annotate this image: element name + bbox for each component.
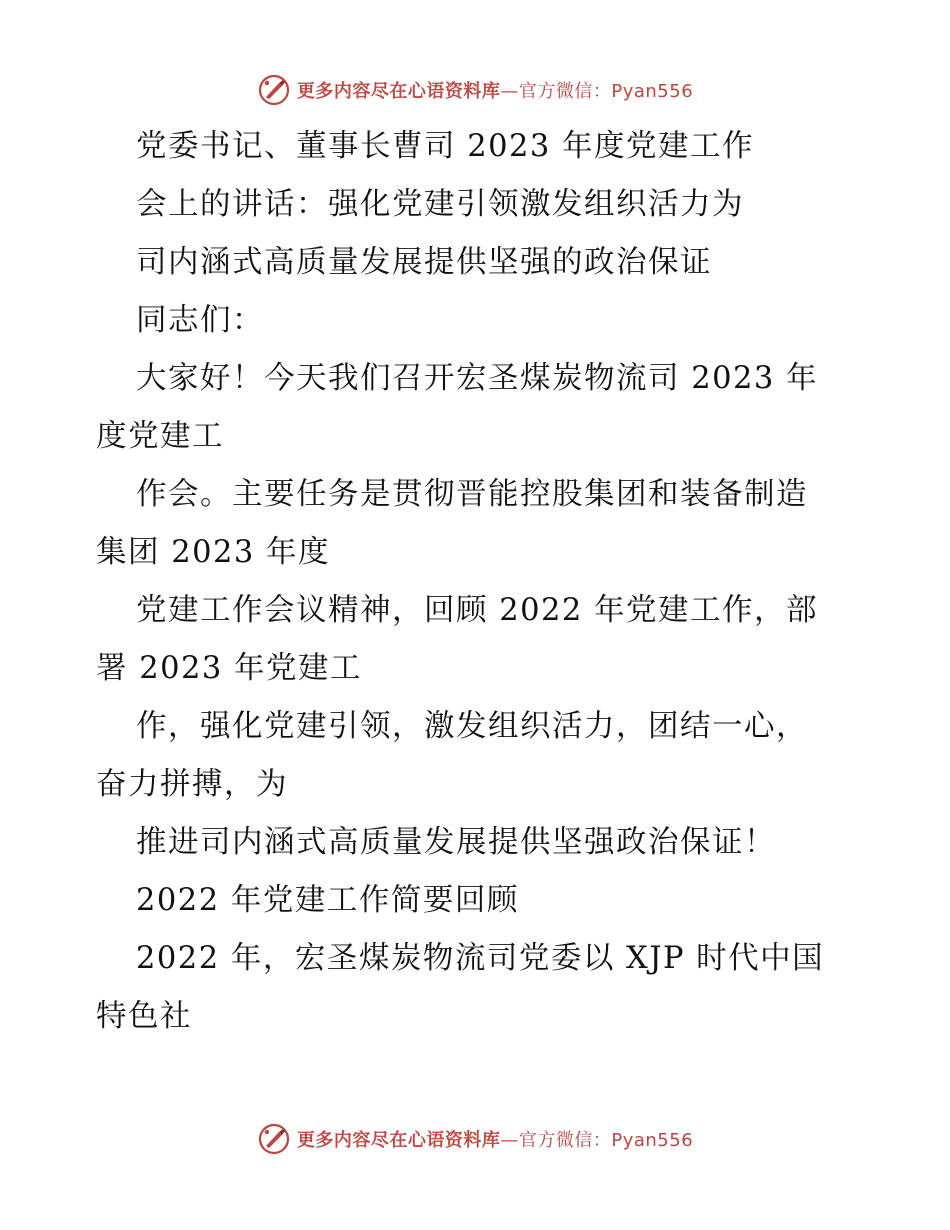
- quill-pen-icon: [257, 73, 291, 107]
- quill-pen-icon: [257, 1122, 291, 1156]
- text-line: 度党建工: [96, 419, 224, 454]
- text-line: 集团 2023 年度: [96, 535, 331, 570]
- text-line: 作，强化党建引领，激发组织活力，团结一心，: [136, 709, 808, 744]
- banner-text: [297, 77, 693, 103]
- text-line: 司内涵式高质量发展提供坚强的政治保证: [136, 245, 712, 280]
- banner-contact: 官方微信：Pyan556: [518, 81, 694, 102]
- text-line: 同志们：: [136, 303, 264, 338]
- banner-text: [297, 1126, 693, 1152]
- text-line: 作会。主要任务是贯彻晋能控股集团和装备制造: [136, 477, 808, 512]
- text-line: 会上的讲话：强化党建引领激发组织活力为: [136, 187, 744, 222]
- banner-main: 更多内容尽在心语资料库: [296, 1130, 501, 1151]
- text-line: 大家好！今天我们召开宏圣煤炭物流司 2023 年: [136, 361, 819, 396]
- text-line: 党委书记、董事长曹司 2023 年度党建工作: [136, 129, 755, 164]
- header-banner: [0, 68, 950, 112]
- text-line: 特色社: [96, 999, 192, 1034]
- footer-banner: [0, 1117, 950, 1161]
- document-body: [96, 118, 856, 1046]
- banner-dash: —: [500, 1130, 519, 1151]
- banner-main: 更多内容尽在心语资料库: [296, 81, 501, 102]
- text-line: 奋力拼搏，为: [96, 767, 288, 802]
- text-line: 署 2023 年党建工: [96, 651, 363, 686]
- text-line: 2022 年党建工作简要回顾: [136, 883, 519, 918]
- text-line: 推进司内涵式高质量发展提供坚强政治保证！: [136, 825, 776, 860]
- banner-dash: —: [500, 81, 519, 102]
- text-line: 党建工作会议精神，回顾 2022 年党建工作，部: [136, 593, 819, 628]
- banner-contact: 官方微信：Pyan556: [518, 1130, 694, 1151]
- text-line: 2022 年，宏圣煤炭物流司党委以 XJP 时代中国: [136, 941, 825, 976]
